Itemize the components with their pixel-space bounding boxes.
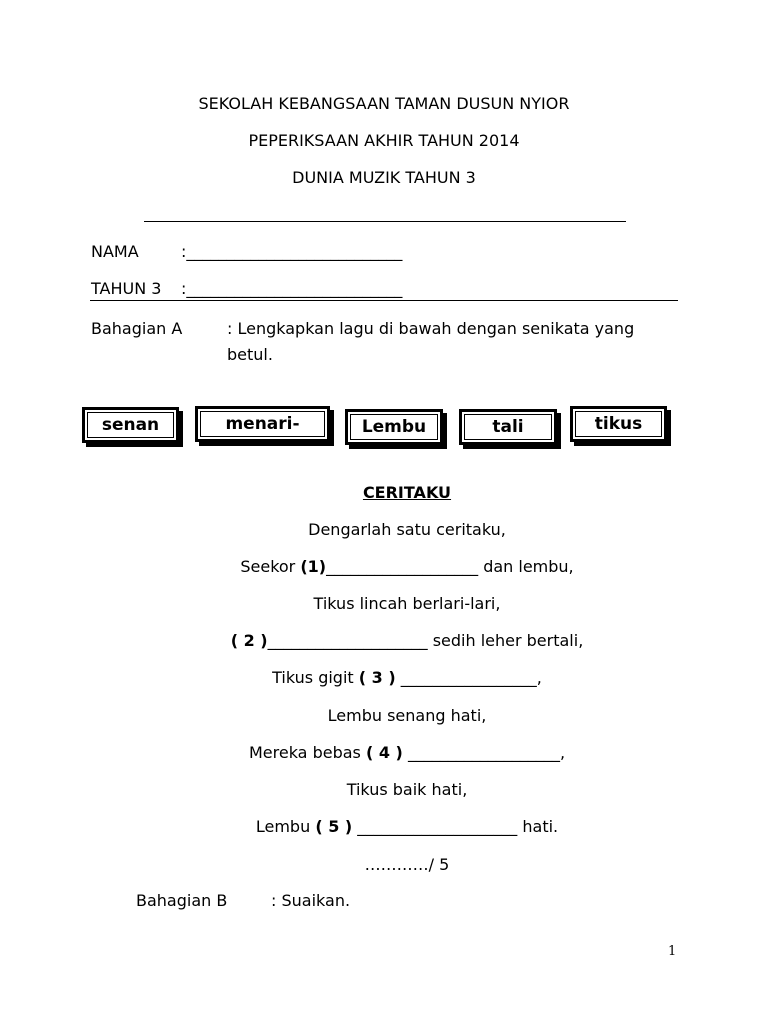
name-label: NAMA <box>91 242 139 261</box>
song-line-1: Dengarlah satu ceritaku, <box>308 520 506 539</box>
word-box-lembu: Lembu <box>345 409 443 445</box>
section-a-instruction-line1: : Lengkapkan lagu di bawah dengan senikata yang <box>227 319 635 338</box>
song-line-6: Lembu senang hati, <box>327 706 487 725</box>
word-box-senan: senan <box>82 407 179 443</box>
name-field[interactable]: :___________________________ <box>181 242 403 261</box>
class-label: TAHUN 3 <box>91 279 162 298</box>
section-a-label: Bahagian A <box>91 319 183 338</box>
exam-title: PEPERIKSAAN AKHIR TAHUN 2014 <box>248 131 520 150</box>
song-line-7: Mereka bebas ( 4 ) ___________________, <box>248 743 566 762</box>
subject-title: DUNIA MUZIK TAHUN 3 <box>292 168 476 187</box>
section-b-label: Bahagian B <box>136 891 228 910</box>
section-a-instruction-line2: betul. <box>227 345 273 364</box>
page-number: 1 <box>668 944 677 959</box>
song-line-8: Tikus baik hati, <box>346 780 468 799</box>
class-field[interactable]: :___________________________ <box>181 279 403 298</box>
song-line-2: Seekor (1)___________________ dan lembu, <box>240 557 574 576</box>
song-line-3: Tikus lincah berlari-lari, <box>313 594 501 613</box>
song-line-4: ( 2 )____________________ sedih leher bertali, <box>230 631 584 650</box>
section-a-score: …………/ 5 <box>364 855 450 874</box>
word-box-tikus: tikus <box>570 406 667 442</box>
info-divider <box>90 300 678 301</box>
song-line-9: Lembu ( 5 ) ____________________ hati. <box>255 817 559 836</box>
song-title: CERITAKU <box>362 483 452 502</box>
word-box-tali: tali <box>459 409 557 445</box>
header-divider <box>144 221 626 222</box>
school-name: SEKOLAH KEBANGSAAN TAMAN DUSUN NYIOR <box>198 94 570 113</box>
song-line-5: Tikus gigit ( 3 ) _________________, <box>272 668 542 687</box>
section-b-instruction: : Suaikan. <box>271 891 351 910</box>
word-box-menari: menari- <box>195 406 330 442</box>
